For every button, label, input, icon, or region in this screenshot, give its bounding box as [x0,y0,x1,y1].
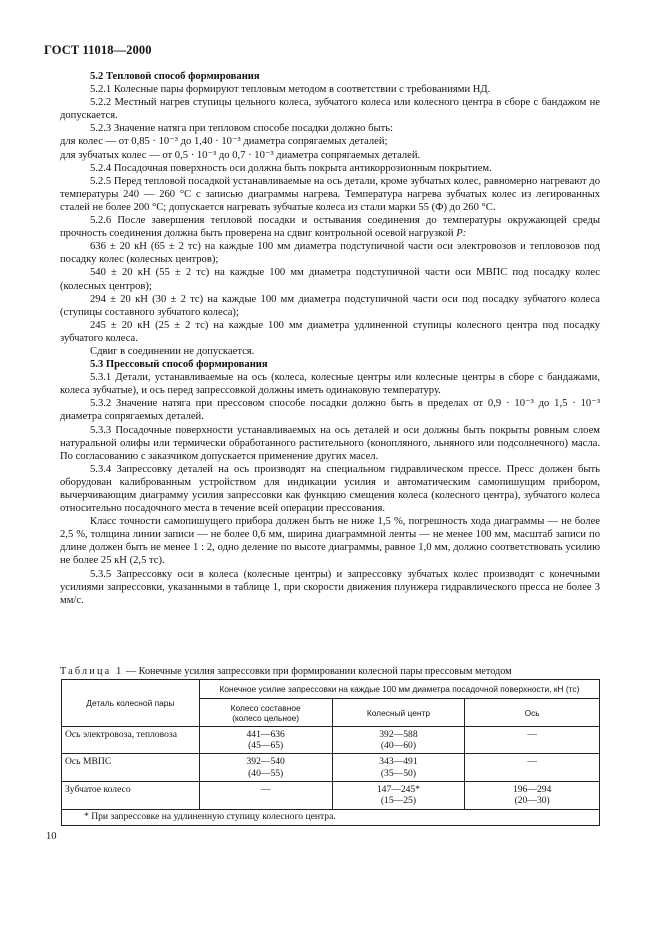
load-variable: P: [456,228,467,240]
paragraph-5-3-5: 5.3.5 Запрессовку оси в колеса (колесные центры) и запрессовку зубчатых колес производят с конечными усилиями запрессовки, указанными в таблице 1, при скорости движения плунжера гидравлического пресса не более 3 мм/с. [60,568,600,606]
value-kn: 392—588 [379,729,418,740]
paragraph-5-2-5: 5.2.5 Перед тепловой посадкой устанавливаемые на ось детали, кроме зубчатых колес, равномерно нагревают до температуры 240 — 260 °С с записью диаграммы нагрева. Температура нагрева зубчатых колес из легированных сталей не более 200 °С; допускается нагревать зубчатые колеса из стали марки 55 (Ф) до 260 °С. [60,175,600,213]
table-caption-text: — Конечные усилия запрессовки при формировании колесной пары прессовым методом [123,666,512,677]
header-force-group: Конечное усилие запрессовки на каждые 100 мм диаметра посадочной поверхности, кН (тс) [199,680,599,699]
cell-value [465,754,600,781]
paragraph-5-2-3-wheels: для колес — от 0,85 · 10⁻³ до 1,40 · 10⁻³ диаметра сопрягаемых деталей; [60,136,388,148]
table-row [62,727,600,754]
cell-value [332,781,465,809]
cell-value [199,781,332,809]
value-kn: 392—540 [246,756,285,768]
force-table [61,679,600,826]
paragraph-5-2-3-gears: для зубчатых колес — от 0,5 · 10⁻³ до 0,7 · 10⁻³ диаметра сопрягаемых деталей. [60,149,421,161]
value-tf: (40—60) [380,740,417,752]
paragraph-5-2-6 [60,214,600,240]
force-item-1: 636 ± 20 кН (65 ± 2 тс) на каждые 100 мм диаметра подступичной части оси электровозов и тепловозов под посадку колес (колесных центров); [60,241,600,266]
document-code: ГОСТ 11018—2000 [44,43,152,57]
paragraph-5-3-4-accuracy: Класс точности самопишущего прибора должен быть не ниже 1,5 %, погрешность хода диаграммы — не более 2,5 %, толщина линии записи — не более 0,6 мм, ширина диаграммной ленты — не менее 100 мм, масштаб записи по длине должен быть не менее 1 : 2, одно деление по высоте диаграммы, равное 1,0 мм, должно соответствовать усилию не более 25 кН (2,5 тс). [60,516,600,567]
cell-value [199,727,332,754]
value-kn: 441—636 [246,729,285,740]
paragraph-5-3-2: 5.3.2 Значение натяга при прессовом способе посадки должно быть в пределах от 0,9 · 10⁻³ до 1,5 · 10⁻³ диаметра сопрягаемых деталей. [60,398,600,423]
body-text [60,70,600,607]
cell-value [465,781,600,809]
table-caption-label: Таблица 1 [60,666,124,677]
paragraph-5-3-3: 5.3.3 Посадочные поверхности устанавливаемых на ось деталей и оси должны быть покрыты ровным слоем натуральной олифы или термически обработанного растительного (конопляного, льняного или подсолнечного) масла. По согласованию с заказчиком допускается применение других масел. [60,424,600,462]
paragraph-5-2-4: 5.2.4 Посадочная поверхность оси должна быть покрыта антикоррозионным покрытием. [90,162,492,174]
table-caption [60,665,600,678]
cell-value [465,727,600,754]
paragraph-5-2-2: 5.2.2 Местный нагрев ступицы цельного колеса, зубчатого колеса или колесного центра в сборе с бандажом не допускается. [60,97,600,122]
value-kn: 343—491 [379,756,418,768]
cell-part: Зубчатое колесо [62,781,200,809]
force-item-4: 245 ± 20 кН (25 ± 2 тс) на каждые 100 мм диаметра удлиненной ступицы колесного центра под посадку зубчатого колеса. [60,319,600,344]
cell-value [332,754,465,781]
cell-value [332,727,465,754]
value-kn: — [260,783,271,795]
table-row [62,781,600,809]
value-tf: (15—25) [380,795,417,807]
table-1 [61,679,600,826]
value-tf: (35—50) [380,767,417,779]
paragraph-5-2-6-text: 5.2.6 После завершения тепловой посадки и остывания соединения до температуры окружающей среды прочность соединения должна быть проверена на сдвиг контрольной осевой нагрузкой [60,215,600,240]
value-kn: 147—245* [376,783,421,795]
paragraph-5-2-3: 5.2.3 Значение натяга при тепловом способе посадки должно быть: [90,123,394,135]
header-wheel-center: Колесный центр [332,699,465,727]
paragraph-5-3-1: 5.3.1 Детали, устанавливаемые на ось (колеса, колесные центры или колесные центры в сборе с бандажами, колеса зубчатые), и ось перед запрессовкой должны иметь одинаковую температуру. [60,372,600,397]
paragraph-5-2-1: 5.2.1 Колесные пары формируют тепловым методом в соответствии с требованиями НД. [90,84,491,96]
value-kn: — [527,729,537,740]
shift-note: Сдвиг в соединении не допускается. [90,345,255,357]
cell-part: Ось электровоза, тепловоза [62,727,200,754]
section-5-3-heading: 5.3 Прессовый способ формирования [90,359,268,371]
value-tf: (45—65) [248,740,284,752]
header-axle: Ось [465,699,600,727]
value-kn: — [527,756,537,768]
table-row [62,754,600,781]
header-part: Деталь колесной пары [62,680,200,727]
value-kn: 196—294 [512,783,552,795]
cell-value [199,754,332,781]
table-footnote: * При запрессовке на удлиненную ступицу колесного центра. [62,809,600,825]
table-footnote-row [62,809,600,825]
cell-part: Ось МВПС [62,754,200,781]
force-item-2: 540 ± 20 кН (55 ± 2 тс) на каждые 100 мм диаметра подступичной части оси МВПС под посадку колес (колесных центров); [60,267,600,292]
value-tf: (20—30) [514,795,550,807]
force-item-3: 294 ± 20 кН (30 ± 2 тс) на каждые 100 мм диаметра подступичной части оси под посадку зубчатого колеса (ступицы составного зубчатого колеса); [60,293,600,318]
value-tf: (40—55) [248,767,284,779]
page-number: 10 [46,831,57,842]
section-5-2-heading: 5.2 Тепловой способ формирования [90,71,260,82]
header-composite-wheel: Колесо составное (колесо цельное) [199,699,332,727]
paragraph-5-3-4: 5.3.4 Запрессовку деталей на ось производят на специальном гидравлическом прессе. Пресс должен быть оборудован калиброванным устройством для индикации усилия и автоматическим самопишущим прибором, вычерчивающим диаграмму усилия запрессовки как функцию смещения колеса (колесного центра), зубчатого колеса относительно посадочного места в течение всей операции прессования. [60,463,600,515]
